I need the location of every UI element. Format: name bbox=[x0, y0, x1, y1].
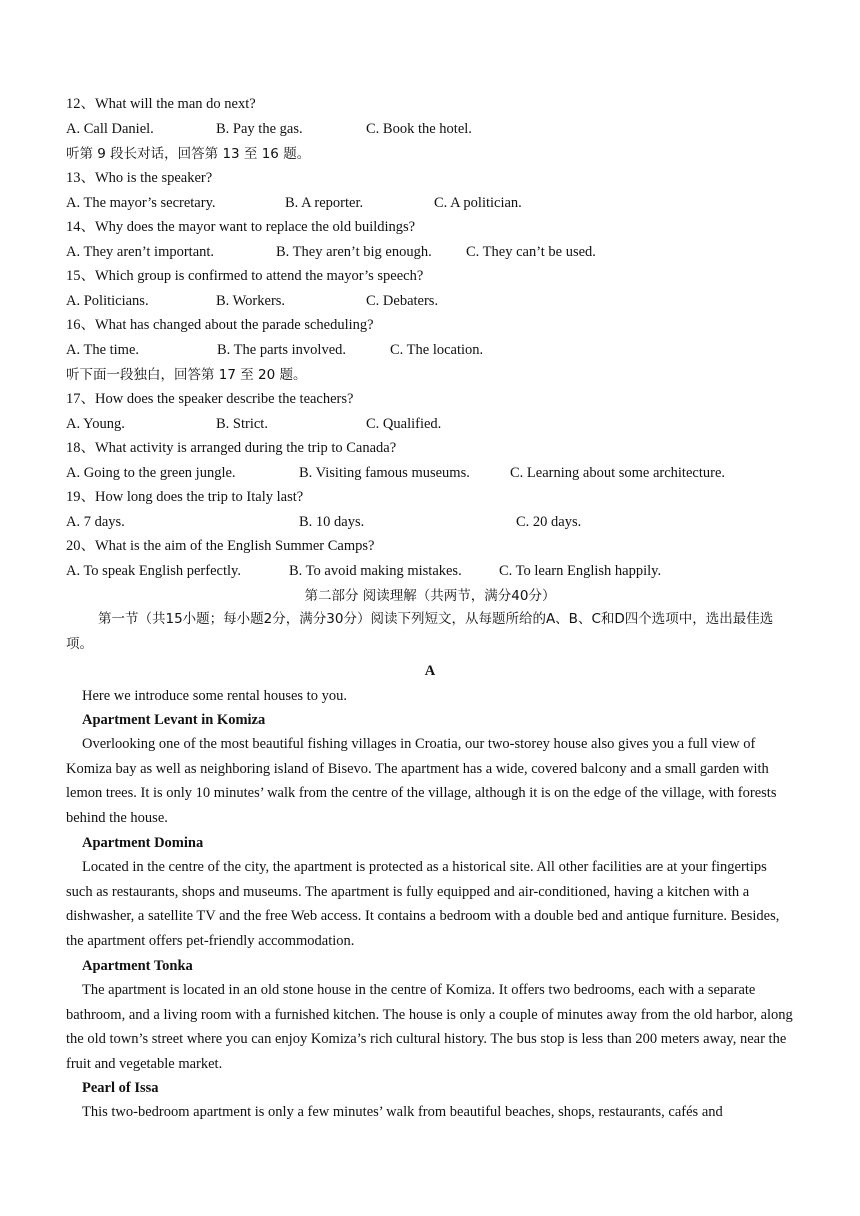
question-16: 16、What has changed about the parade scheduling? bbox=[66, 317, 374, 333]
question-14: 14、Why does the mayor want to replace the old buildings? bbox=[66, 219, 416, 235]
option-a: A. To speak English perfectly. bbox=[66, 563, 241, 579]
option-c: C. A politician. bbox=[434, 195, 522, 211]
question-12: 12、What will the man do next? bbox=[66, 96, 256, 112]
instruction-monologue: 听下面一段独白，回答第 17 至 20 题。 bbox=[66, 367, 307, 383]
question-17: 17、How does the speaker describe the teachers? bbox=[66, 391, 354, 407]
option-b: B. 10 days. bbox=[299, 514, 365, 530]
option-c: C. They can’t be used. bbox=[466, 244, 596, 260]
option-c: C. Learning about some architecture. bbox=[510, 465, 726, 481]
question-15: 15、Which group is confirmed to attend the mayor’s speech? bbox=[66, 268, 424, 284]
option-c: C. To learn English happily. bbox=[499, 563, 662, 579]
section-1-instructions bbox=[66, 607, 796, 656]
heading-pearl-of-issa: Pearl of Issa bbox=[82, 1080, 159, 1096]
option-c: C. Qualified. bbox=[366, 416, 442, 432]
paragraph-text: Overlooking one of the most beautiful fishing villages in Croatia, our two-storey house also gives you a full view of Komiza bay as well as neighboring island of Bisevo. The apartment has a wide, covered balcony and a small garden with lemon trees. It is only 10 minutes’ walk from the centre of the village, although it is on the edge of the village, with forests behind the house. bbox=[66, 736, 777, 826]
option-c: C. Debaters. bbox=[366, 293, 439, 309]
question-13: 13、Who is the speaker? bbox=[66, 170, 213, 186]
paragraph-pearl-of-issa bbox=[66, 1100, 796, 1125]
paragraph-apartment-domina bbox=[66, 855, 796, 953]
option-a: A. 7 days. bbox=[66, 514, 125, 530]
option-a: A. Call Daniel. bbox=[66, 121, 154, 137]
instruction-dialogue-9: 听第 9 段长对话，回答第 13 至 16 题。 bbox=[66, 146, 311, 162]
option-a: A. They aren’t important. bbox=[66, 244, 215, 260]
option-b: B. They aren’t big enough. bbox=[276, 244, 432, 260]
heading-apartment-levant: Apartment Levant in Komiza bbox=[82, 712, 266, 728]
option-b: B. Workers. bbox=[216, 293, 286, 309]
option-a: A. Going to the green jungle. bbox=[66, 465, 236, 481]
option-c: C. Book the hotel. bbox=[366, 121, 472, 137]
option-b: B. A reporter. bbox=[285, 195, 364, 211]
option-a: A. Politicians. bbox=[66, 293, 149, 309]
section-1-text: 第一节（共15小题；每小题2分，满分30分）阅读下列短文，从每题所给的A、B、C和D四个选项中，选出最佳选项。 bbox=[66, 611, 774, 652]
option-a: A. Young. bbox=[66, 416, 125, 432]
option-b: B. To avoid making mistakes. bbox=[289, 563, 462, 579]
option-b: B. The parts involved. bbox=[217, 342, 347, 358]
option-c: C. 20 days. bbox=[516, 514, 582, 530]
heading-apartment-domina: Apartment Domina bbox=[82, 835, 204, 851]
heading-apartment-tonka: Apartment Tonka bbox=[82, 958, 193, 974]
part-2-title: 第二部分 阅读理解（共两节，满分40分） bbox=[304, 588, 556, 604]
option-a: A. The time. bbox=[66, 342, 140, 358]
option-a: A. The mayor’s secretary. bbox=[66, 195, 216, 211]
option-b: B. Strict. bbox=[216, 416, 268, 432]
option-b: B. Pay the gas. bbox=[216, 121, 303, 137]
question-18: 18、What activity is arranged during the trip to Canada? bbox=[66, 440, 397, 456]
passage-label: A bbox=[424, 663, 436, 679]
passage-intro: Here we introduce some rental houses to you. bbox=[82, 688, 347, 704]
option-c: C. The location. bbox=[390, 342, 484, 358]
paragraph-apartment-levant bbox=[66, 732, 796, 830]
paragraph-apartment-tonka bbox=[66, 978, 796, 1076]
paragraph-text: Located in the centre of the city, the apartment is protected as a historical site. All other facilities are at your fingertips such as restaurants, shops and museums. The apartment is fully equipped and air-conditioned, having a kitchen with a dishwasher, a satellite TV and the free Web access. It contains a bedroom with a double bed and antique furniture. Besides, the apartment offers pet-friendly accommodation. bbox=[66, 859, 780, 949]
option-b: B. Visiting famous museums. bbox=[299, 465, 470, 481]
question-19: 19、How long does the trip to Italy last? bbox=[66, 489, 304, 505]
paragraph-text: The apartment is located in an old stone house in the centre of Komiza. It offers two bedrooms, each with a separate bathroom, and a living room with a furnished kitchen. The house is only a couple of minutes away from the old harbor, along the old town’s street where you can enjoy Komiza’s rich cultural history. The bus stop is less than 200 meters away, near the fruit and vegetable market. bbox=[66, 982, 793, 1072]
paragraph-text: This two-bedroom apartment is only a few minutes’ walk from beautiful beaches, shops, restaurants, cafés and bbox=[82, 1104, 723, 1120]
question-20: 20、What is the aim of the English Summer Camps? bbox=[66, 538, 375, 554]
